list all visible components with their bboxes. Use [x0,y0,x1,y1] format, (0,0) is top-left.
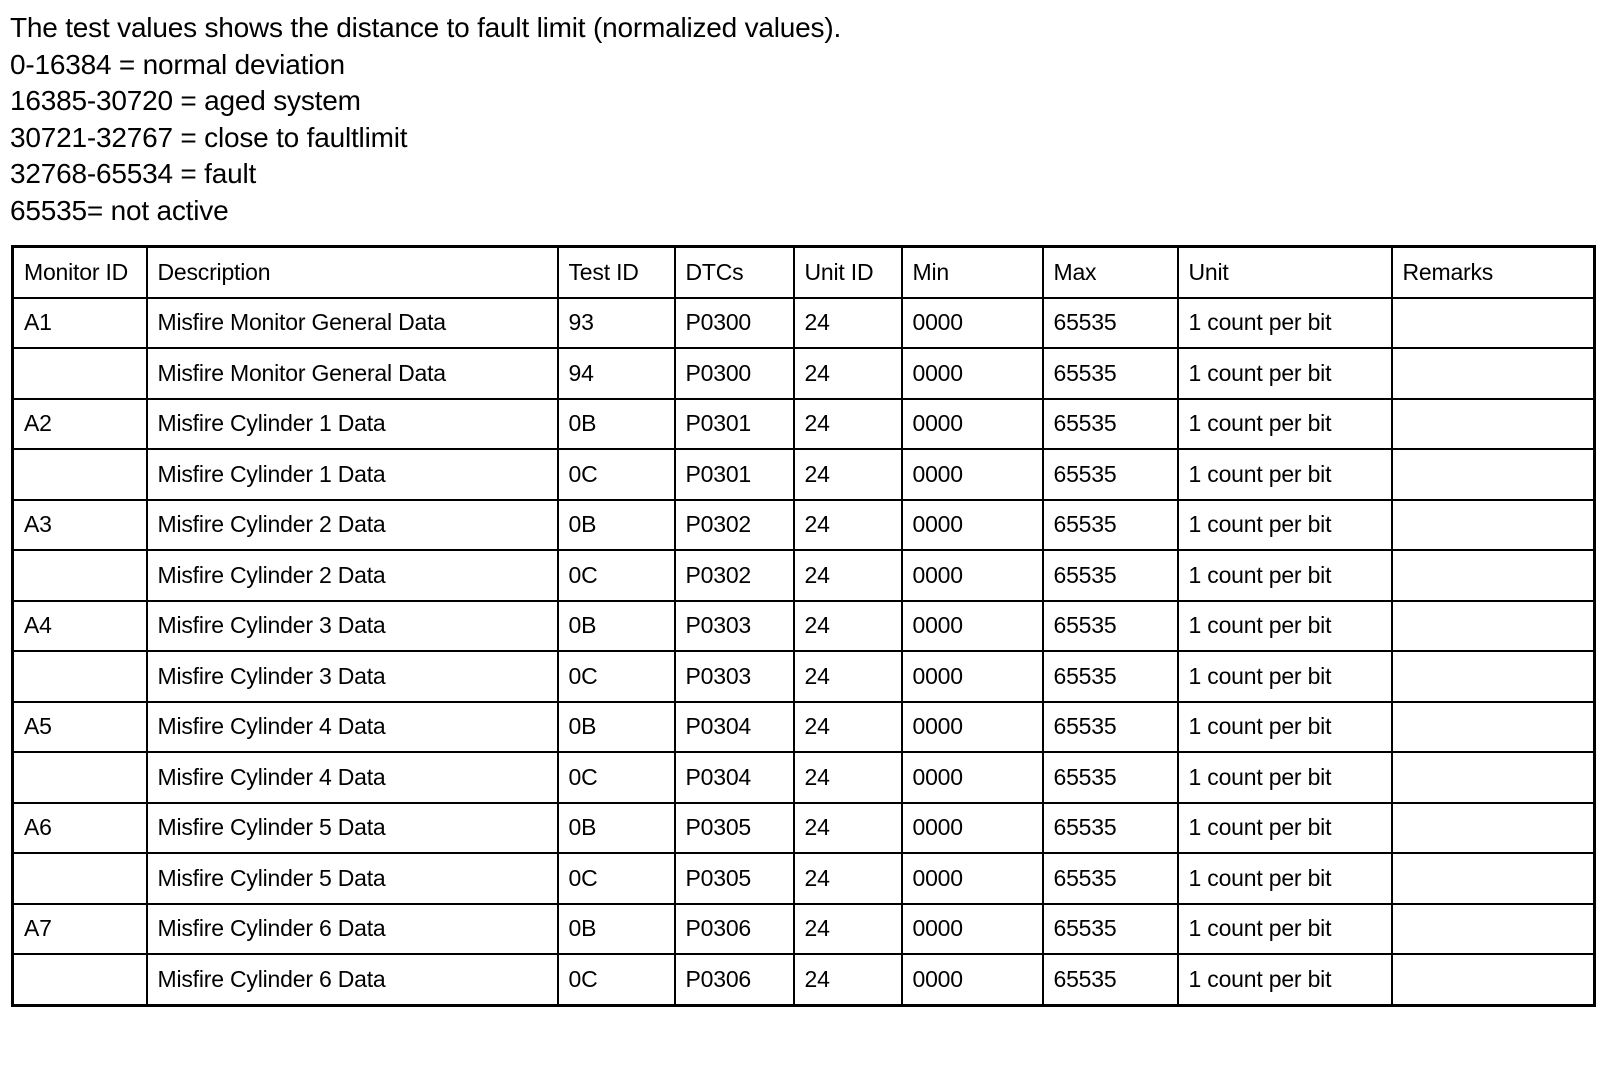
unit-id-cell: 24 [794,803,902,854]
test-id-cell: 0B [558,500,675,551]
monitor-id-cell: A2 [13,399,147,450]
monitor-id-cell [13,348,147,399]
dtc-cell: P0302 [675,500,794,551]
dtc-cell: P0301 [675,399,794,450]
test-id-cell: 0B [558,399,675,450]
remarks-cell [1392,298,1595,349]
unit-id-cell: 24 [794,399,902,450]
monitor-id-cell [13,954,147,1005]
description-cell: Misfire Cylinder 3 Data [147,651,558,702]
remarks-cell [1392,954,1595,1005]
description-cell: Misfire Cylinder 6 Data [147,904,558,955]
unit-cell: 1 count per bit [1178,348,1392,399]
table-row [13,651,1595,702]
table-row [13,702,1595,753]
unit-cell: 1 count per bit [1178,752,1392,803]
monitor-id-cell [13,550,147,601]
min-cell: 0000 [902,954,1043,1005]
unit-id-cell: 24 [794,853,902,904]
description-cell: Misfire Monitor General Data [147,348,558,399]
monitor-id-cell: A5 [13,702,147,753]
column-header: Remarks [1392,247,1595,298]
remarks-cell [1392,500,1595,551]
monitor-id-cell: A1 [13,298,147,349]
test-id-cell: 0B [558,601,675,652]
column-header: Test ID [558,247,675,298]
max-cell: 65535 [1043,752,1178,803]
description-cell: Misfire Cylinder 5 Data [147,803,558,854]
intro-heading: The test values shows the distance to fault limit (normalized values). [10,12,842,43]
max-cell: 65535 [1043,853,1178,904]
unit-id-cell: 24 [794,550,902,601]
max-cell: 65535 [1043,803,1178,854]
monitor-id-cell: A6 [13,803,147,854]
test-id-cell: 0B [558,803,675,854]
table-row [13,449,1595,500]
unit-cell: 1 count per bit [1178,803,1392,854]
table-body [13,298,1595,1006]
column-header: Min [902,247,1043,298]
min-cell: 0000 [902,853,1043,904]
description-cell: Misfire Cylinder 4 Data [147,702,558,753]
column-header: DTCs [675,247,794,298]
unit-cell: 1 count per bit [1178,500,1392,551]
monitor-id-cell [13,449,147,500]
table-row [13,348,1595,399]
unit-id-cell: 24 [794,298,902,349]
range-line: 16385-30720 = aged system [10,85,361,116]
test-id-cell: 0B [558,702,675,753]
description-cell: Misfire Cylinder 4 Data [147,752,558,803]
min-cell: 0000 [902,399,1043,450]
test-id-cell: 0C [558,954,675,1005]
min-cell: 0000 [902,904,1043,955]
table-row [13,500,1595,551]
column-header: Max [1043,247,1178,298]
description-cell: Misfire Cylinder 6 Data [147,954,558,1005]
table-row [13,601,1595,652]
min-cell: 0000 [902,803,1043,854]
description-cell: Misfire Cylinder 2 Data [147,550,558,601]
column-header: Unit [1178,247,1392,298]
dtc-cell: P0305 [675,853,794,904]
column-header: Unit ID [794,247,902,298]
dtc-cell: P0306 [675,904,794,955]
remarks-cell [1392,853,1595,904]
test-id-cell: 0C [558,651,675,702]
dtc-cell: P0300 [675,348,794,399]
min-cell: 0000 [902,500,1043,551]
max-cell: 65535 [1043,449,1178,500]
table-row [13,954,1595,1005]
remarks-cell [1392,449,1595,500]
min-cell: 0000 [902,651,1043,702]
test-id-cell: 0C [558,449,675,500]
unit-cell: 1 count per bit [1178,550,1392,601]
max-cell: 65535 [1043,500,1178,551]
min-cell: 0000 [902,550,1043,601]
table-row [13,904,1595,955]
dtc-cell: P0304 [675,702,794,753]
monitor-id-cell: A4 [13,601,147,652]
test-id-cell: 0B [558,904,675,955]
description-cell: Misfire Cylinder 5 Data [147,853,558,904]
dtc-cell: P0303 [675,651,794,702]
unit-cell: 1 count per bit [1178,298,1392,349]
max-cell: 65535 [1043,601,1178,652]
monitor-id-cell [13,651,147,702]
dtc-cell: P0303 [675,601,794,652]
monitor-id-cell [13,752,147,803]
remarks-cell [1392,904,1595,955]
table-row [13,550,1595,601]
min-cell: 0000 [902,449,1043,500]
range-line: 65535= not active [10,194,229,226]
dtc-cell: P0305 [675,803,794,854]
description-cell: Misfire Cylinder 2 Data [147,500,558,551]
unit-id-cell: 24 [794,348,902,399]
unit-cell: 1 count per bit [1178,601,1392,652]
range-line: 0-16384 = normal deviation [10,48,345,80]
unit-cell: 1 count per bit [1178,954,1392,1005]
remarks-cell [1392,752,1595,803]
min-cell: 0000 [902,348,1043,399]
monitor-table [11,245,1596,1007]
unit-id-cell: 24 [794,702,902,753]
table-header-row [13,247,1595,298]
remarks-cell [1392,702,1595,753]
max-cell: 65535 [1043,702,1178,753]
min-cell: 0000 [902,601,1043,652]
range-line: 30721-32767 = close to faultlimit [10,121,408,153]
max-cell: 65535 [1043,399,1178,450]
remarks-cell [1392,803,1595,854]
remarks-cell [1392,601,1595,652]
unit-cell: 1 count per bit [1178,702,1392,753]
unit-id-cell: 24 [794,651,902,702]
remarks-cell [1392,550,1595,601]
min-cell: 0000 [902,702,1043,753]
monitor-id-cell: A7 [13,904,147,955]
unit-cell: 1 count per bit [1178,853,1392,904]
test-id-cell: 0C [558,853,675,904]
intro-text [10,10,841,229]
max-cell: 65535 [1043,348,1178,399]
test-id-cell: 0C [558,550,675,601]
test-id-cell: 94 [558,348,675,399]
max-cell: 65535 [1043,904,1178,955]
dtc-cell: P0301 [675,449,794,500]
max-cell: 65535 [1043,954,1178,1005]
unit-cell: 1 count per bit [1178,904,1392,955]
test-id-cell: 93 [558,298,675,349]
unit-cell: 1 count per bit [1178,449,1392,500]
unit-id-cell: 24 [794,449,902,500]
description-cell: Misfire Monitor General Data [147,298,558,349]
table-row [13,752,1595,803]
test-id-cell: 0C [558,752,675,803]
unit-id-cell: 24 [794,752,902,803]
dtc-cell: P0306 [675,954,794,1005]
remarks-cell [1392,651,1595,702]
unit-id-cell: 24 [794,954,902,1005]
min-cell: 0000 [902,298,1043,349]
description-cell: Misfire Cylinder 3 Data [147,601,558,652]
monitor-id-cell: A3 [13,500,147,551]
table-row [13,298,1595,349]
table-row [13,399,1595,450]
dtc-cell: P0300 [675,298,794,349]
unit-cell: 1 count per bit [1178,651,1392,702]
description-cell: Misfire Cylinder 1 Data [147,449,558,500]
min-cell: 0000 [902,752,1043,803]
table-row [13,853,1595,904]
remarks-cell [1392,348,1595,399]
unit-id-cell: 24 [794,601,902,652]
max-cell: 65535 [1043,550,1178,601]
unit-id-cell: 24 [794,500,902,551]
dtc-cell: P0304 [675,752,794,803]
description-cell: Misfire Cylinder 1 Data [147,399,558,450]
column-header: Monitor ID [13,247,147,298]
dtc-cell: P0302 [675,550,794,601]
remarks-cell [1392,399,1595,450]
max-cell: 65535 [1043,651,1178,702]
monitor-id-cell [13,853,147,904]
unit-cell: 1 count per bit [1178,399,1392,450]
unit-id-cell: 24 [794,904,902,955]
range-line: 32768-65534 = fault [10,158,257,189]
column-header: Description [147,247,558,298]
max-cell: 65535 [1043,298,1178,349]
table-row [13,803,1595,854]
